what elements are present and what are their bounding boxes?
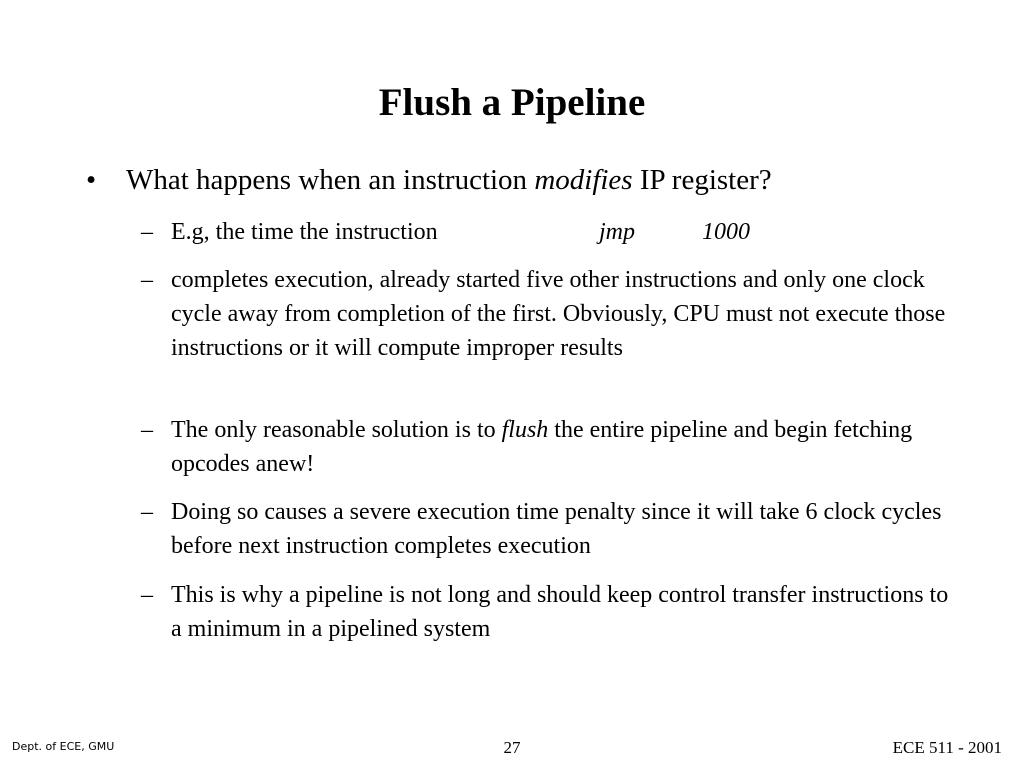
- slide-title: Flush a Pipeline: [378, 81, 646, 124]
- footer-department: Dept. of ECE, GMU: [12, 740, 115, 753]
- footer-course: ECE 511 - 2001: [892, 738, 1002, 757]
- main-bullet-text-start: What happens when an instruction: [126, 164, 535, 196]
- sub-bullet-3-body: [171, 413, 951, 481]
- dash-marker: –: [141, 499, 153, 525]
- sub-bullet-3-text-end: the entire pipeline and begin fetching opcodes anew!: [171, 417, 913, 477]
- sub-bullet-2-text: completes execution, already started five other instructions and only one clock cycle away from completion of the first. Obviously, CPU must not execute those instructions or it will compute improper results: [171, 267, 946, 361]
- dash-marker: –: [141, 417, 153, 443]
- sub-bullet-3-emphasis: flush: [501, 417, 549, 443]
- dash-marker: –: [141, 582, 153, 608]
- footer-page-number: 27: [503, 738, 521, 757]
- bullet-marker: •: [86, 164, 97, 196]
- main-bullet-text: [126, 162, 772, 198]
- main-bullet-text-end: IP register?: [632, 164, 772, 196]
- sub-bullet-4-text: Doing so causes a severe execution time penalty since it will take 6 clock cycles before next instruction completes execution: [171, 499, 942, 559]
- sub-bullet-3-text-start: The only reasonable solution is to: [171, 417, 502, 443]
- code-operand: 1000: [702, 219, 750, 245]
- dash-marker: –: [141, 219, 153, 245]
- sub-bullet-1-body: [171, 215, 951, 249]
- dash-marker: –: [141, 267, 153, 293]
- sub-bullet-1-text: E.g, the time the instruction: [171, 219, 438, 245]
- main-bullet-emphasis: modifies: [534, 164, 633, 196]
- code-opcode: jmp: [599, 219, 635, 245]
- sub-bullet-5-text: This is why a pipeline is not long and should keep control transfer instructions to a minimum in a pipelined system: [171, 582, 949, 642]
